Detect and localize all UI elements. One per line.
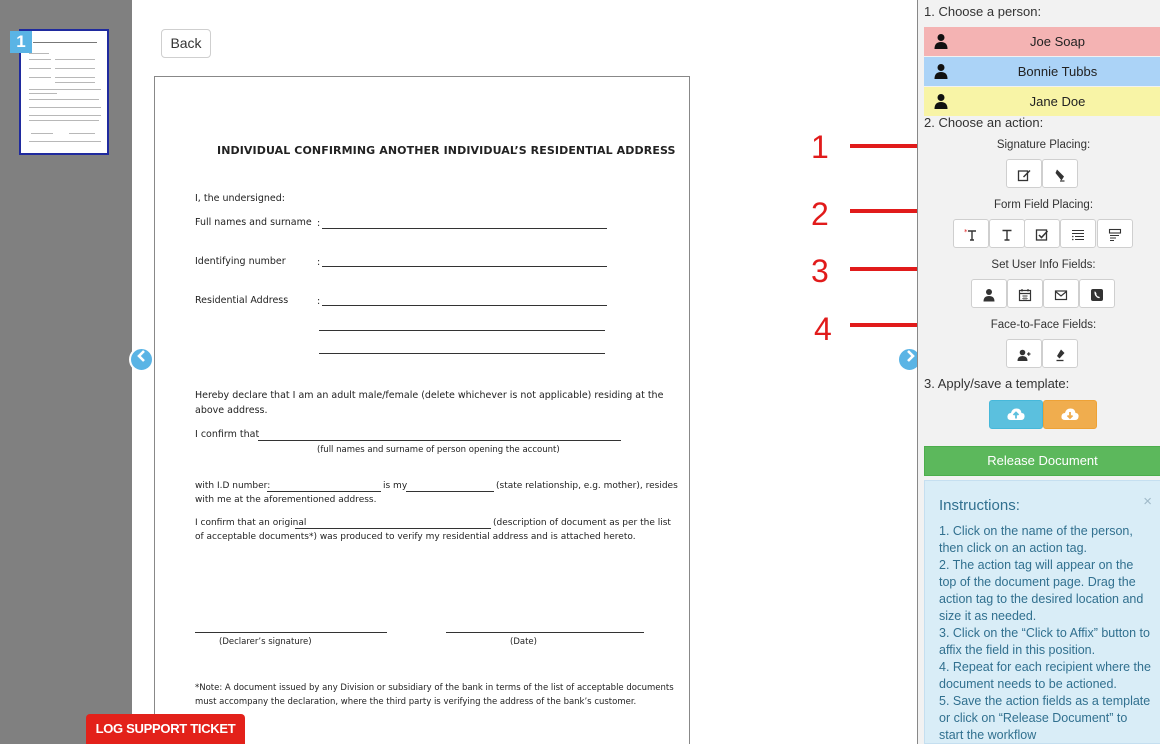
person-jane-doe[interactable]	[924, 87, 1160, 116]
required-text-field-button[interactable]	[953, 219, 989, 248]
required-text-icon	[964, 228, 978, 242]
full-names-field-line	[322, 228, 607, 229]
address-field-line-1	[322, 305, 607, 306]
person-bonnie-tubbs[interactable]	[924, 57, 1160, 86]
back-button[interactable]: Back	[161, 29, 211, 58]
colon: :	[317, 296, 321, 307]
address-field-line-3	[319, 353, 605, 354]
previous-page-button[interactable]	[129, 347, 154, 372]
checkbox-icon	[1035, 228, 1049, 242]
thumbnail-rail	[0, 0, 132, 744]
chevron-left-icon	[136, 349, 148, 363]
declaration-text-1: Hereby declare that I am an adult male/female (delete whichever is not applicable) residing at the	[195, 390, 664, 401]
original-document-field-line	[295, 528, 491, 529]
checkbox-field-button[interactable]	[1024, 219, 1060, 248]
instructions-box	[924, 480, 1160, 744]
person-name: Jane Doe	[1029, 94, 1086, 109]
edit-signature-icon	[1017, 168, 1031, 182]
svg-text:*: *	[964, 227, 968, 236]
log-support-ticket-button[interactable]: LOG SUPPORT TICKET	[86, 714, 245, 744]
user-plus-icon	[1017, 348, 1031, 362]
annotation-number-1: 1	[811, 129, 829, 165]
ink-signature-field-button[interactable]	[1042, 339, 1078, 368]
acceptable-documents-text: of acceptable documents*) was produced to verify my residential address and is attached hereto.	[195, 532, 636, 542]
user-icon	[982, 288, 996, 302]
footnote-line-1: *Note: A document issued by any Division or subsidiary of the bank in terms of the list of acceptable documents	[195, 683, 674, 693]
address-field-line-2	[319, 330, 605, 331]
face-to-face-label: Face-to-Face Fields:	[990, 319, 1097, 331]
user-icon	[934, 63, 948, 79]
form-field-placing-label: Form Field Placing:	[993, 199, 1094, 211]
date-caption: (Date)	[510, 637, 537, 647]
full-names-label: Full names and surname	[195, 217, 312, 228]
is-my-label: is my	[383, 481, 408, 491]
choose-person-label: 1. Choose a person:	[924, 4, 1042, 19]
document-title: INDIVIDUAL CONFIRMING ANOTHER INDIVIDUAL’S RESIDENTIAL ADDRESS	[217, 144, 676, 157]
instruction-step: 5. Save the action fields as a template or click on “Release Document” to start the workflow	[939, 694, 1151, 742]
document-page	[154, 76, 690, 744]
id-number-label: with I.D number:	[195, 481, 271, 491]
description-note: (description of document as per the list	[493, 518, 671, 528]
apply-template-label: 3. Apply/save a template:	[924, 376, 1070, 391]
signature-placing-label: Signature Placing:	[996, 139, 1091, 151]
text-cursor-icon	[1000, 228, 1014, 242]
annotation-number-4: 4	[814, 311, 832, 347]
text-field-button[interactable]	[989, 219, 1025, 248]
apply-template-button[interactable]	[989, 400, 1043, 429]
signature-tag-button[interactable]	[1006, 159, 1042, 188]
instruction-step: 1. Click on the name of the person, then click on an action tag.	[939, 524, 1133, 555]
annotation-number-2: 2	[811, 196, 829, 232]
date-field-button[interactable]	[1007, 279, 1043, 308]
initials-tag-button[interactable]	[1042, 159, 1078, 188]
choose-action-label: 2. Choose an action:	[924, 115, 1044, 130]
person-joe-soap[interactable]	[924, 27, 1160, 56]
calendar-icon	[1018, 288, 1032, 302]
form-select-icon	[1108, 228, 1122, 242]
confirm-that-label: I confirm that	[195, 429, 260, 440]
instructions-title: Instructions:	[939, 497, 1020, 514]
dropdown-field-button[interactable]	[1097, 219, 1133, 248]
date-line	[446, 632, 644, 633]
phone-field-button[interactable]	[1079, 279, 1115, 308]
residential-address-label: Residential Address	[195, 295, 289, 306]
cloud-download-icon	[1060, 405, 1080, 425]
relationship-field-line	[406, 491, 494, 492]
signature-line	[195, 632, 387, 633]
with-me-text: with me at the aforementioned address.	[195, 495, 377, 505]
envelope-icon	[1054, 288, 1068, 302]
user-icon	[934, 93, 948, 109]
user-icon	[934, 33, 948, 49]
person-name: Joe Soap	[1030, 34, 1085, 49]
colon: :	[317, 257, 321, 268]
action-panel	[917, 0, 1160, 744]
annotation-number-3: 3	[811, 253, 829, 289]
instruction-step: 2. The action tag will appear on the top of the document page. Drag the action tag to the desired location and size it as needed.	[939, 558, 1144, 623]
page-number-badge: 1	[10, 31, 32, 53]
declaration-text-2: above address.	[195, 405, 268, 416]
id-number-field-line	[267, 491, 381, 492]
identifying-number-field-line	[322, 266, 607, 267]
identifying-number-label: Identifying number	[195, 256, 286, 267]
undersigned-label: I, the undersigned:	[195, 193, 285, 204]
colon: :	[317, 218, 321, 229]
email-field-button[interactable]	[1043, 279, 1079, 308]
footnote-line-2: must accompany the declaration, where the third party is verifying the address of the bank’s customer.	[195, 697, 637, 707]
set-user-info-label: Set User Info Fields:	[991, 259, 1096, 271]
full-names-caption: (full names and surname of person opening the account)	[317, 445, 560, 455]
cloud-upload-icon	[1006, 405, 1026, 425]
eraser-icon	[1053, 168, 1067, 182]
list-icon	[1071, 228, 1085, 242]
instruction-step: 4. Repeat for each recipient where the document needs to be actioned.	[939, 660, 1151, 691]
pen-nib-icon	[1053, 348, 1067, 362]
list-field-button[interactable]	[1060, 219, 1096, 248]
confirm-original-label: I confirm that an original	[195, 518, 307, 528]
add-signer-field-button[interactable]	[1006, 339, 1042, 368]
confirm-that-field-line	[258, 440, 621, 441]
chevron-right-icon	[904, 349, 916, 363]
instructions-list	[939, 523, 1154, 744]
instruction-step: 3. Click on the “Click to Affix” button to affix the field in this position.	[939, 626, 1150, 657]
relationship-note: (state relationship, e.g. mother), resides	[496, 481, 678, 491]
declarer-signature-caption: (Declarer’s signature)	[219, 637, 312, 647]
user-name-field-button[interactable]	[971, 279, 1007, 308]
person-name: Bonnie Tubbs	[1017, 64, 1098, 79]
phone-icon	[1090, 288, 1104, 302]
page-thumbnail[interactable]	[19, 29, 109, 155]
close-icon[interactable]: ×	[1143, 493, 1152, 510]
save-template-button[interactable]	[1043, 400, 1097, 429]
release-document-button[interactable]: Release Document	[924, 446, 1160, 476]
